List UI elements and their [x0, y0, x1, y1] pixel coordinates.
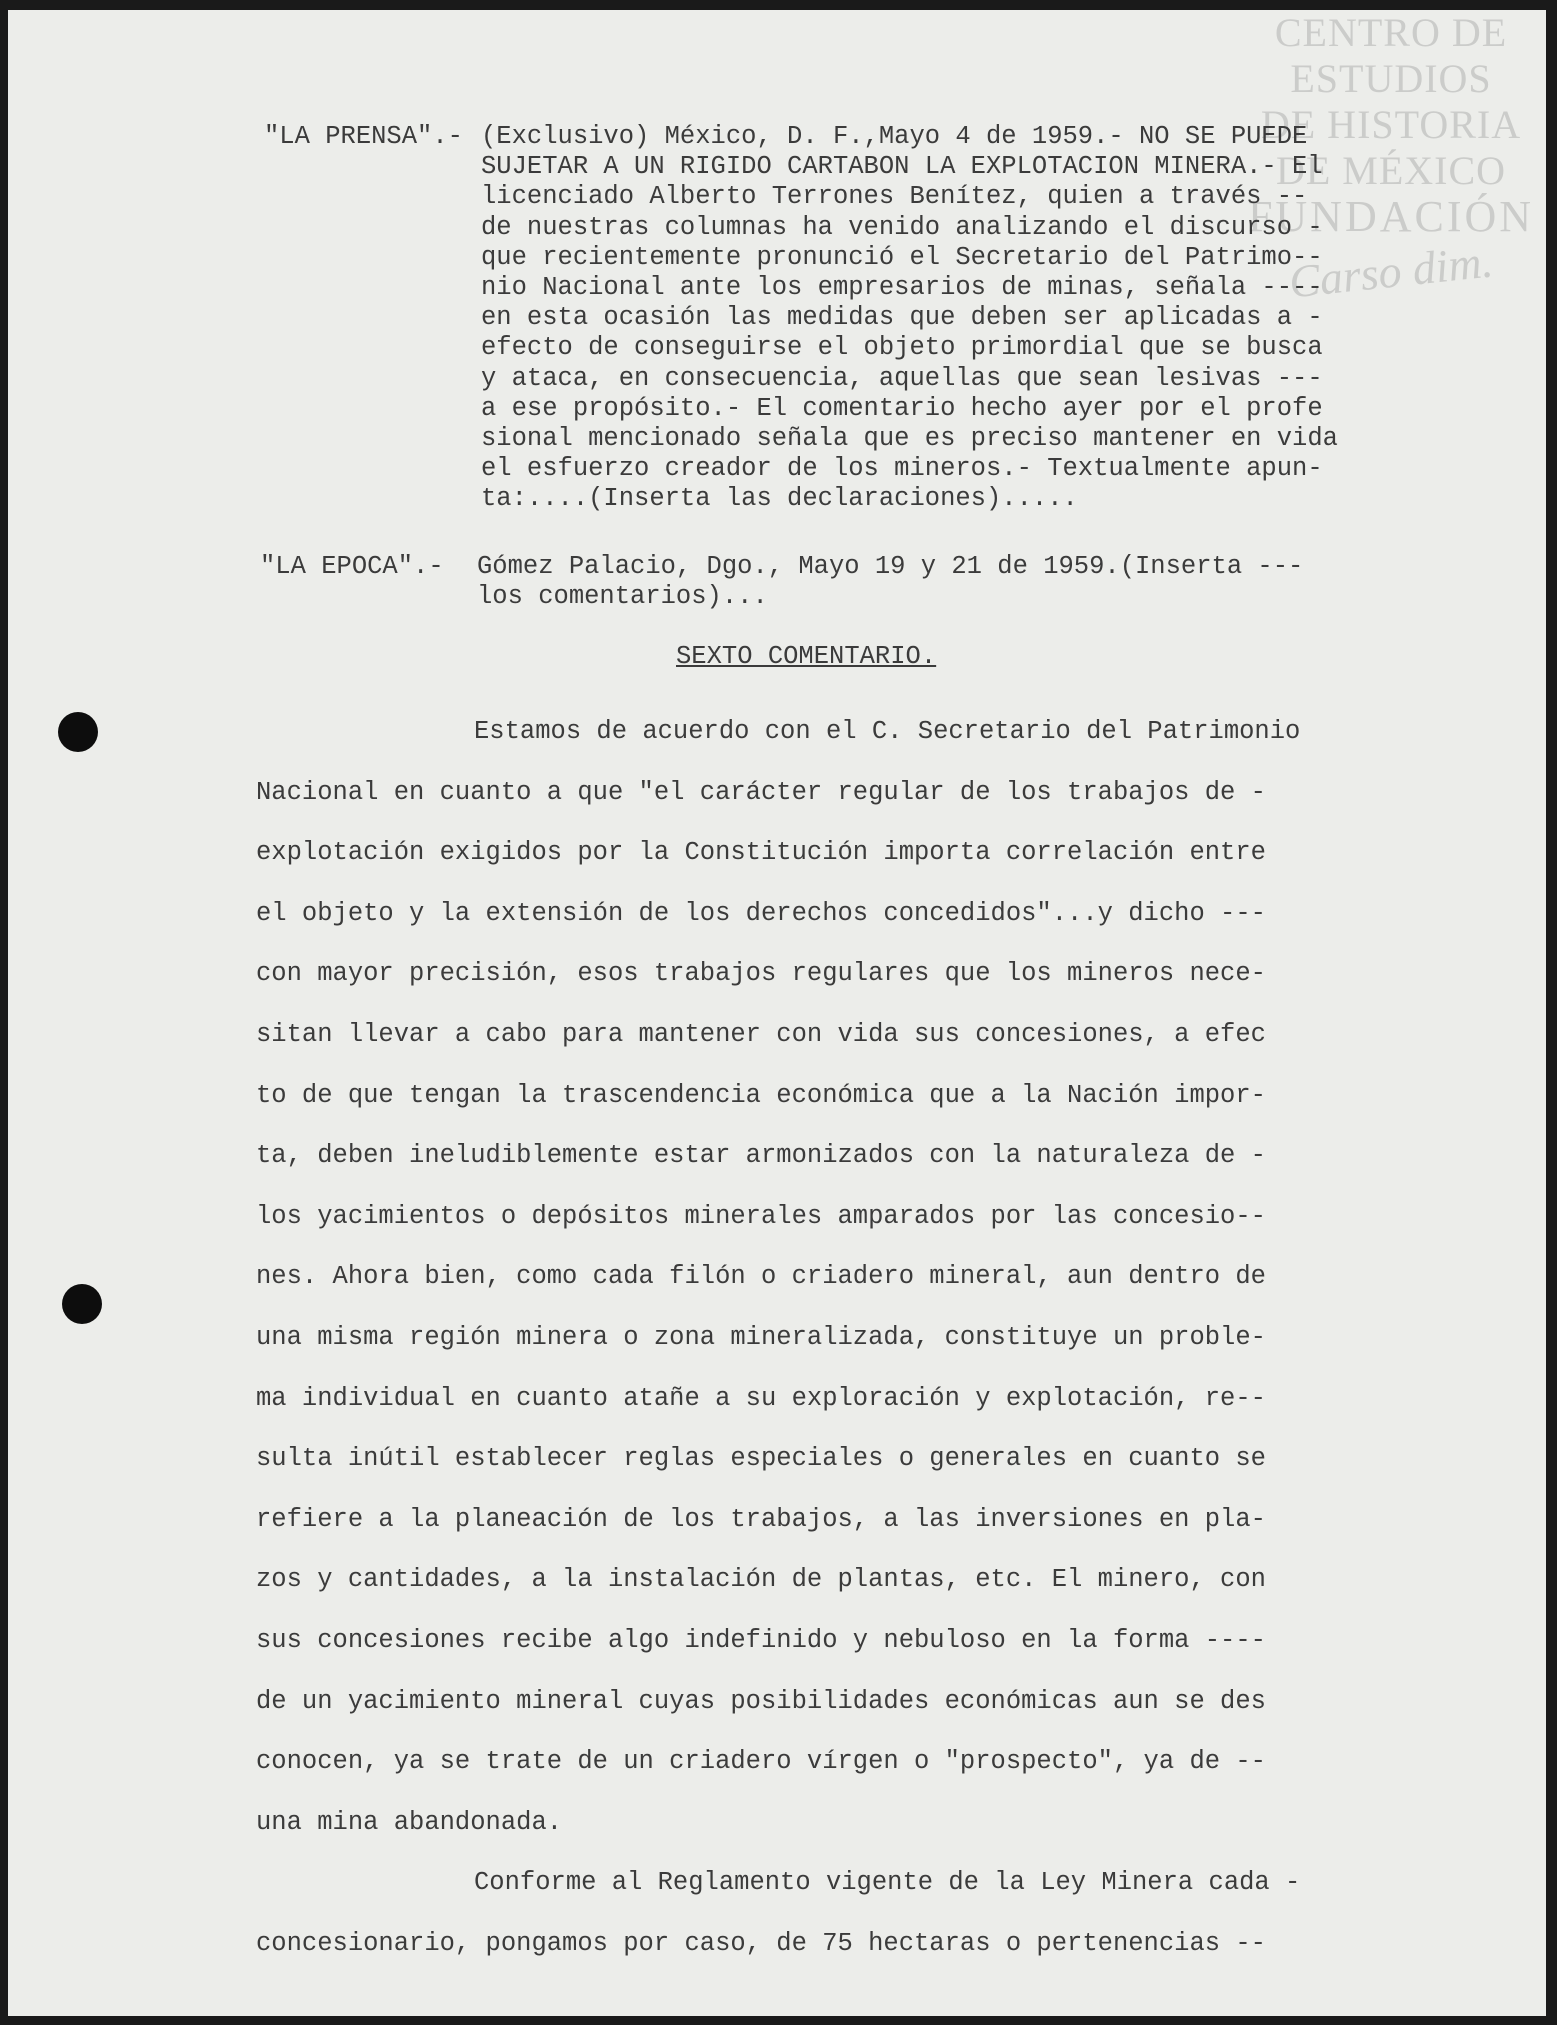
watermark-line: FUNDACIÓN	[1247, 192, 1535, 241]
text-line: efecto de conseguirse el objeto primordial que se busca	[481, 333, 1323, 363]
text-line: que recientemente pronunció el Secretario del Patrimo--	[481, 242, 1323, 272]
watermark-signature: Carso dim.	[1286, 235, 1496, 308]
text-line: a ese propósito.- El comentario hecho ayer por el profe	[481, 393, 1323, 423]
watermark-line: DE MÉXICO	[1275, 148, 1507, 193]
text-line: el esfuerzo creador de los mineros.- Textualmente apun-	[481, 454, 1323, 484]
text-line: en esta ocasión las medidas que deben ser aplicadas a -	[481, 303, 1323, 333]
paragraph-line: una misma región minera o zona mineralizada, constituye un proble-	[256, 1322, 1266, 1352]
paragraph-line: una mina abandonada.	[256, 1807, 563, 1837]
paragraph-line: to de que tengan la trascendencia económica que a la Nación impor-	[256, 1080, 1266, 1110]
binder-hole	[58, 712, 98, 752]
paragraph-line: conocen, ya se trate de un criadero vírgen o "prospecto", ya de --	[256, 1747, 1266, 1777]
document-page	[8, 10, 1546, 2016]
text-line: licenciado Alberto Terrones Benítez, quien a través --	[481, 182, 1308, 212]
section-heading: SEXTO COMENTARIO.	[676, 642, 937, 671]
text-line: de nuestras columnas ha venido analizando el discurso -	[481, 212, 1323, 242]
paragraph-line: con mayor precisión, esos trabajos regulares que los mineros nece-	[256, 959, 1266, 989]
text-line: Gómez Palacio, Dgo., Mayo 19 y 21 de 1959.(Inserta ---	[477, 552, 1304, 581]
watermark-line: DE HISTORIA	[1260, 102, 1522, 147]
paragraph-line: Conforme al Reglamento vigente de la Ley Minera cada -	[474, 1868, 1301, 1898]
paragraph-line: sulta inútil establecer reglas especiales o generales en cuanto se	[256, 1444, 1266, 1474]
paragraph-line: ma individual en cuanto atañe a su exploración y explotación, re--	[256, 1383, 1266, 1413]
text-line: nio Nacional ante los empresarios de minas, señala ----	[481, 272, 1323, 302]
paragraph-line: sus concesiones recibe algo indefinido y nebuloso en la forma ----	[256, 1625, 1266, 1655]
paragraph-line: ta, deben ineludiblemente estar armonizados con la naturaleza de -	[256, 1141, 1266, 1171]
binder-hole	[62, 1284, 102, 1324]
text-line: sional mencionado señala que es preciso mantener en vida	[481, 423, 1338, 453]
watermark-line: ESTUDIOS	[1290, 56, 1492, 101]
paragraph-line: el objeto y la extensión de los derechos concedidos"...y dicho ---	[256, 898, 1266, 928]
entry-text	[481, 122, 1338, 514]
text-line: y ataca, en consecuencia, aquellas que sean lesivas ---	[481, 363, 1323, 393]
text-line: los comentarios)...	[477, 582, 768, 611]
paragraph-line: de un yacimiento mineral cuyas posibilidades económicas aun se des	[256, 1686, 1266, 1716]
paragraph-line: Nacional en cuanto a que "el carácter regular de los trabajos de -	[256, 777, 1266, 807]
entry-source: "LA EPOCA".-	[260, 552, 444, 581]
text-line: SUJETAR A UN RIGIDO CARTABON LA EXPLOTACION MINERA.- El	[481, 152, 1323, 182]
text-line: (Exclusivo) México, D. F.,Mayo 4 de 1959.- NO SE PUEDE	[481, 122, 1308, 151]
watermark-line: CENTRO DE	[1274, 10, 1508, 55]
paragraph-line: refiere a la planeación de los trabajos, a las inversiones en pla-	[256, 1504, 1266, 1534]
paragraph-line: sitan llevar a cabo para mantener con vida sus concesiones, a efec	[256, 1019, 1266, 1049]
paragraph-line: explotación exigidos por la Constitución importa correlación entre	[256, 838, 1266, 868]
entry-source: "LA PRENSA".-	[264, 122, 463, 151]
paragraph-line: zos y cantidades, a la instalación de plantas, etc. El minero, con	[256, 1565, 1266, 1595]
text-line: ta:....(Inserta las declaraciones).....	[481, 484, 1078, 514]
body-text	[256, 702, 1300, 1974]
paragraph-line: Estamos de acuerdo con el C. Secretario del Patrimonio	[474, 717, 1301, 746]
entry-text	[477, 552, 1303, 612]
paragraph-line: los yacimientos o depósitos minerales amparados por las concesio--	[256, 1201, 1266, 1231]
paragraph-line: nes. Ahora bien, como cada filón o criadero mineral, aun dentro de	[256, 1262, 1266, 1292]
paragraph-line: concesionario, pongamos por caso, de 75 hectaras o pertenencias --	[256, 1928, 1266, 1958]
